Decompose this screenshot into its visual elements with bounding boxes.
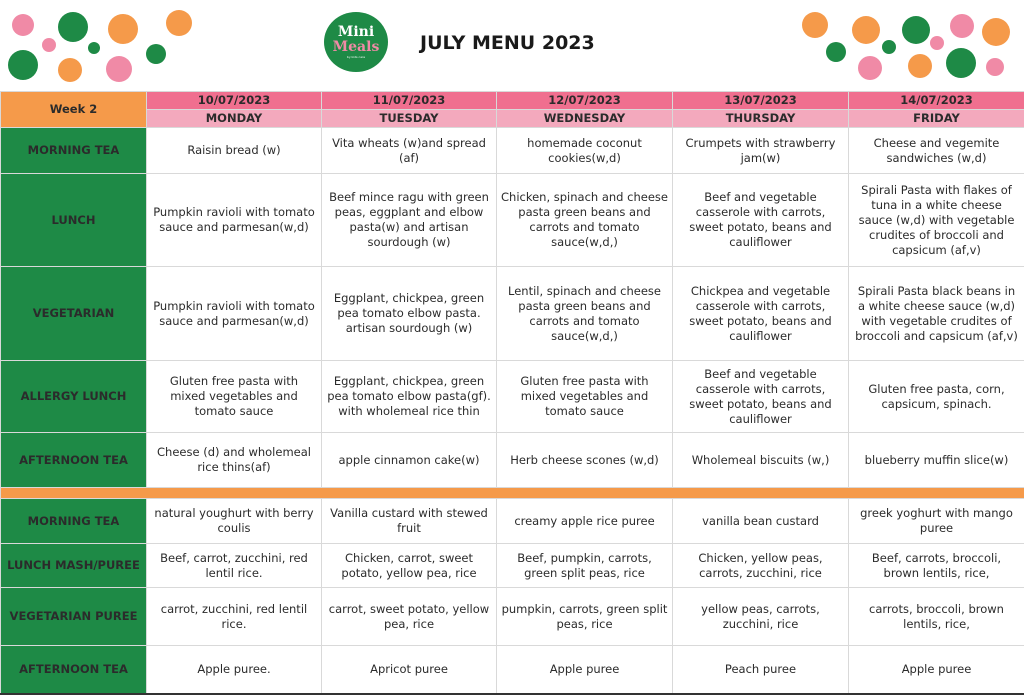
logo-tagline: by kids care: [346, 54, 366, 59]
meal-cell: Apricot puree: [322, 646, 497, 694]
meal-cell: Beef mince ragu with green peas, eggplant and elbow pasta(w) and artisan sourdough (w): [322, 174, 497, 267]
week-label: Week 2: [1, 92, 147, 128]
meal-cell: creamy apple rice puree: [497, 499, 673, 544]
meal-row: [1, 646, 1024, 694]
meal-cell: Beef and vegetable casserole with carrots, sweet potato, beans and cauliflower: [673, 174, 849, 267]
meal-cell: Chickpea and vegetable casserole with carrots, sweet potato, beans and cauliflower: [673, 267, 849, 361]
logo-line-1: Mini: [337, 23, 375, 40]
meal-cell: Gluten free pasta with mixed vegetables and tomato sauce: [497, 361, 673, 433]
day-thursday: THURSDAY: [673, 110, 849, 128]
meal-cell: yellow peas, carrots, zucchini, rice: [673, 588, 849, 646]
day-friday: FRIDAY: [849, 110, 1024, 128]
day-wednesday: WEDNESDAY: [497, 110, 673, 128]
logo-line-2: Meals: [332, 38, 380, 55]
meal-cell: Crumpets with strawberry jam(w): [673, 128, 849, 174]
meal-label: AFTERNOON TEA: [1, 646, 147, 694]
meal-cell: Gluten free pasta, corn, capsicum, spinach.: [849, 361, 1024, 433]
meal-label: AFTERNOON TEA: [1, 433, 147, 488]
meal-row: [1, 361, 1024, 433]
meal-cell: natural youghurt with berry coulis: [147, 499, 322, 544]
date-thursday: 13/07/2023: [673, 92, 849, 110]
meal-row: [1, 128, 1024, 174]
mini-meals-logo: [324, 12, 388, 72]
meal-cell: Cheese (d) and wholemeal rice thins(af): [147, 433, 322, 488]
meal-cell: pumpkin, carrots, green split peas, rice: [497, 588, 673, 646]
meal-cell: greek yoghurt with mango puree: [849, 499, 1024, 544]
meal-cell: Eggplant, chickpea, green pea tomato elbow pasta. artisan sourdough (w): [322, 267, 497, 361]
meal-cell: apple cinnamon cake(w): [322, 433, 497, 488]
meal-cell: Spirali Pasta with flakes of tuna in a white cheese sauce (w,d) with vegetable crudites of broccoli and capsicum (af,v): [849, 174, 1024, 267]
meal-cell: Lentil, spinach and cheese pasta green beans and carrots and tomato sauce(w,d,): [497, 267, 673, 361]
meal-cell: carrots, broccoli, brown lentils, rice,: [849, 588, 1024, 646]
meal-cell: Raisin bread (w): [147, 128, 322, 174]
meal-label: MORNING TEA: [1, 499, 147, 544]
meal-cell: Eggplant, chickpea, green pea tomato elbow pasta(gf). with wholemeal rice thin: [322, 361, 497, 433]
meal-cell: Cheese and vegemite sandwiches (w,d): [849, 128, 1024, 174]
meal-cell: Beef and vegetable casserole with carrots, sweet potato, beans and cauliflower: [673, 361, 849, 433]
meal-row: [1, 499, 1024, 544]
meal-row: [1, 174, 1024, 267]
meal-cell: carrot, zucchini, red lentil rice.: [147, 588, 322, 646]
meal-cell: Gluten free pasta with mixed vegetables and tomato sauce: [147, 361, 322, 433]
meal-cell: vanilla bean custard: [673, 499, 849, 544]
meal-cell: Beef, carrot, zucchini, red lentil rice.: [147, 544, 322, 588]
meal-cell: Apple puree.: [147, 646, 322, 694]
meal-label: MORNING TEA: [1, 128, 147, 174]
meal-cell: Vita wheats (w)and spread (af): [322, 128, 497, 174]
section-divider: [1, 488, 1024, 499]
meal-cell: Pumpkin ravioli with tomato sauce and parmesan(w,d): [147, 174, 322, 267]
meal-cell: Herb cheese scones (w,d): [497, 433, 673, 488]
meal-cell: Chicken, spinach and cheese pasta green beans and carrots and tomato sauce(w,d,): [497, 174, 673, 267]
meal-label: LUNCH: [1, 174, 147, 267]
meal-label: VEGETARIAN PUREE: [1, 588, 147, 646]
meal-cell: Apple puree: [849, 646, 1024, 694]
day-row: [1, 110, 1024, 128]
meal-cell: Spirali Pasta black beans in a white cheese sauce (w,d) with vegetable crudites of broccoli and capsicum (af,v): [849, 267, 1024, 361]
meal-cell: Wholemeal biscuits (w,): [673, 433, 849, 488]
page-title: JULY MENU 2023: [420, 32, 595, 54]
page-header: [0, 0, 1024, 88]
date-friday: 14/07/2023: [849, 92, 1024, 110]
menu-table: [0, 91, 1024, 695]
meal-row: [1, 267, 1024, 361]
meal-cell: homemade coconut cookies(w,d): [497, 128, 673, 174]
meal-cell: Beef, pumpkin, carrots, green split peas, rice: [497, 544, 673, 588]
meal-label: ALLERGY LUNCH: [1, 361, 147, 433]
date-tuesday: 11/07/2023: [322, 92, 497, 110]
date-wednesday: 12/07/2023: [497, 92, 673, 110]
meal-cell: Beef, carrots, broccoli, brown lentils, rice,: [849, 544, 1024, 588]
meal-cell: Vanilla custard with stewed fruit: [322, 499, 497, 544]
meal-cell: Peach puree: [673, 646, 849, 694]
day-monday: MONDAY: [147, 110, 322, 128]
day-tuesday: TUESDAY: [322, 110, 497, 128]
section-divider-bar: [1, 488, 1024, 499]
meal-label: VEGETARIAN: [1, 267, 147, 361]
meal-label: LUNCH MASH/PUREE: [1, 544, 147, 588]
meal-row: [1, 433, 1024, 488]
meal-cell: Chicken, carrot, sweet potato, yellow pea, rice: [322, 544, 497, 588]
meal-cell: Pumpkin ravioli with tomato sauce and parmesan(w,d): [147, 267, 322, 361]
meal-cell: Chicken, yellow peas, carrots, zucchini, rice: [673, 544, 849, 588]
meal-cell: blueberry muffin slice(w): [849, 433, 1024, 488]
meal-cell: carrot, sweet potato, yellow pea, rice: [322, 588, 497, 646]
meal-cell: Apple puree: [497, 646, 673, 694]
date-row: [1, 92, 1024, 110]
meal-row: [1, 544, 1024, 588]
date-monday: 10/07/2023: [147, 92, 322, 110]
meal-row: [1, 588, 1024, 646]
